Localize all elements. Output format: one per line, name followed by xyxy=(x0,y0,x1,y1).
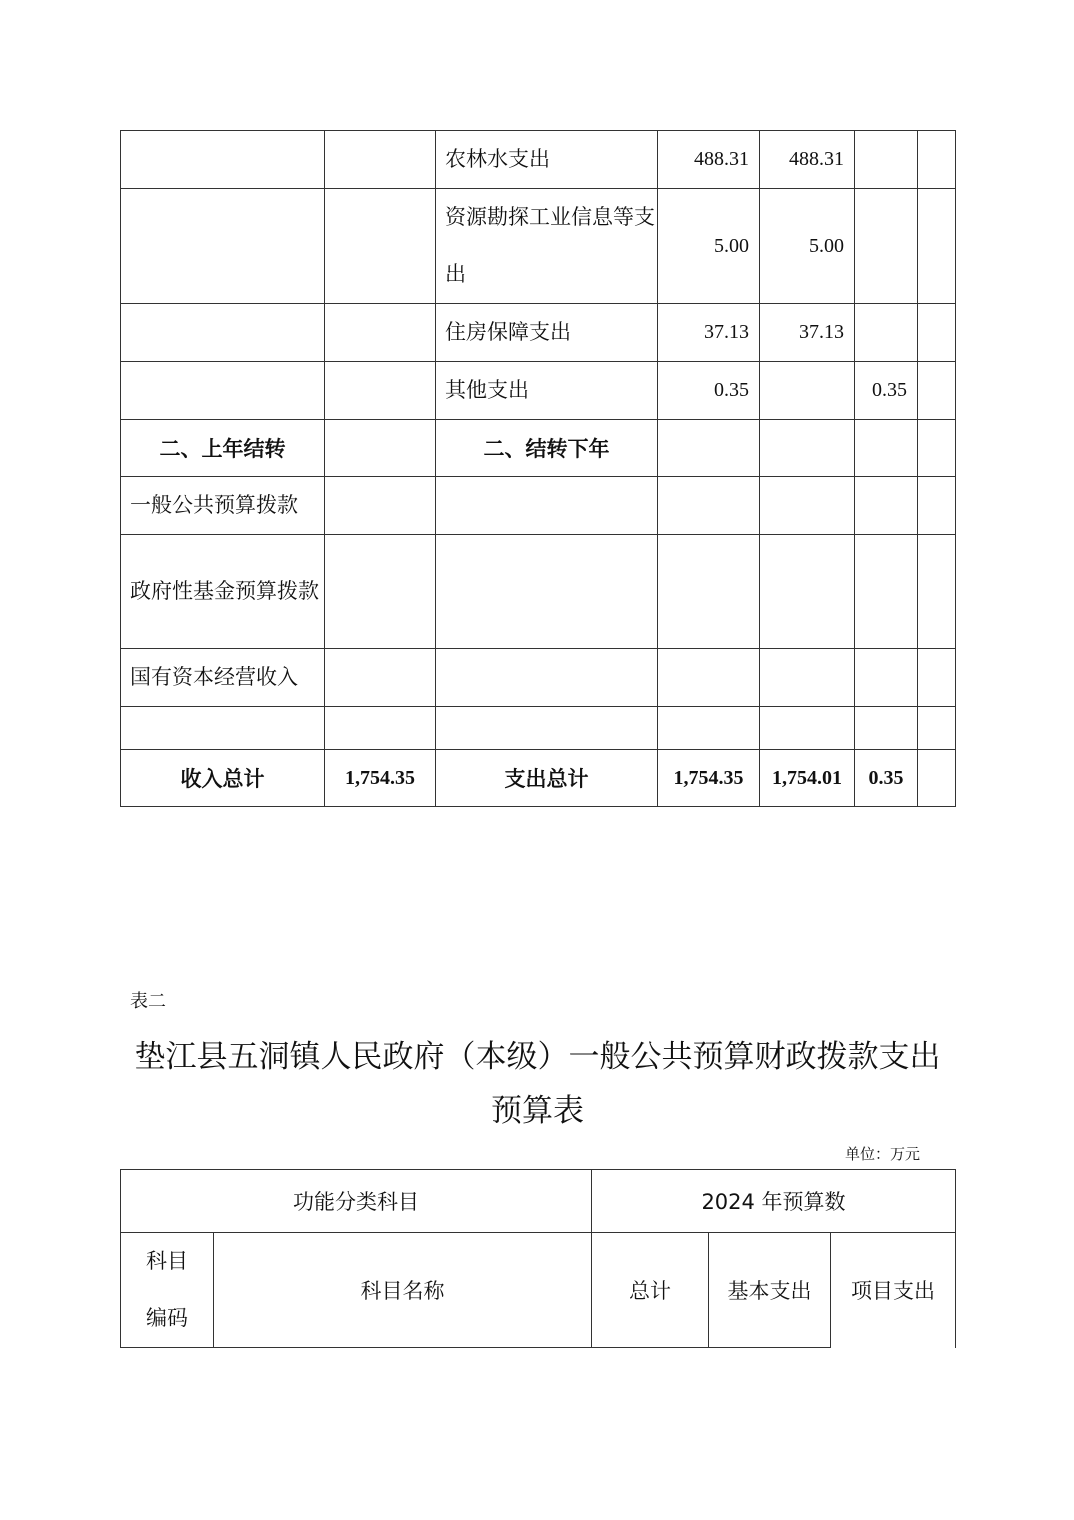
cell-project xyxy=(855,131,918,189)
income-expense-table xyxy=(120,130,956,807)
cell-income-item: 政府性基金预算拨款 xyxy=(121,535,325,649)
cell-project xyxy=(855,304,918,362)
cell-basic: 5.00 xyxy=(760,189,855,304)
cell-project xyxy=(855,189,918,304)
cell xyxy=(436,535,658,649)
cell xyxy=(658,707,760,750)
header-name: 科目名称 xyxy=(214,1233,592,1348)
table-row xyxy=(121,131,956,189)
cell xyxy=(760,707,855,750)
table-row xyxy=(121,189,956,304)
cell xyxy=(325,535,436,649)
cell xyxy=(918,189,956,304)
cell xyxy=(918,750,956,807)
cell-expense-item: 其他支出 xyxy=(436,362,658,420)
cell-section-header: 二、上年结转 xyxy=(121,420,325,477)
cell xyxy=(121,362,325,420)
cell-total: 37.13 xyxy=(658,304,760,362)
cell xyxy=(436,477,658,535)
header-total: 总计 xyxy=(592,1233,709,1348)
header-basic: 基本支出 xyxy=(709,1233,831,1348)
cell xyxy=(325,131,436,189)
cell-income-item: 一般公共预算拨款 xyxy=(121,477,325,535)
income-total-value: 1,754.35 xyxy=(325,750,436,807)
income-total-label: 收入总计 xyxy=(121,750,325,807)
cell xyxy=(658,420,760,477)
cell xyxy=(855,477,918,535)
table-row xyxy=(121,362,956,420)
cell xyxy=(918,362,956,420)
cell-basic: 37.13 xyxy=(760,304,855,362)
table-row xyxy=(121,707,956,750)
table-row xyxy=(121,535,956,649)
cell-project: 0.35 xyxy=(855,362,918,420)
cell xyxy=(918,304,956,362)
cell xyxy=(325,649,436,707)
cell xyxy=(325,707,436,750)
cell xyxy=(918,707,956,750)
cell-basic: 488.31 xyxy=(760,131,855,189)
cell xyxy=(918,649,956,707)
cell xyxy=(855,535,918,649)
cell-expense-item: 住房保障支出 xyxy=(436,304,658,362)
cell xyxy=(121,189,325,304)
cell xyxy=(760,420,855,477)
cell xyxy=(436,649,658,707)
cell xyxy=(855,707,918,750)
cell xyxy=(855,420,918,477)
cell xyxy=(760,535,855,649)
cell xyxy=(121,707,325,750)
cell-basic xyxy=(760,362,855,420)
cell-total: 5.00 xyxy=(658,189,760,304)
total-row xyxy=(121,750,956,807)
cell xyxy=(325,189,436,304)
basic-total-value: 1,754.01 xyxy=(760,750,855,807)
header-budget: 2024 年预算数 xyxy=(592,1170,956,1233)
cell xyxy=(325,477,436,535)
table-header-row xyxy=(121,1170,956,1233)
cell xyxy=(121,131,325,189)
cell xyxy=(760,477,855,535)
table-label: 表二 xyxy=(130,991,166,1012)
cell xyxy=(918,477,956,535)
cell-total: 0.35 xyxy=(658,362,760,420)
cell xyxy=(658,649,760,707)
cell-section-header: 二、结转下年 xyxy=(436,420,658,477)
cell xyxy=(918,420,956,477)
cell xyxy=(658,535,760,649)
cell-income-item: 国有资本经营收入 xyxy=(121,649,325,707)
table-row xyxy=(121,420,956,477)
table-row xyxy=(121,304,956,362)
cell xyxy=(658,477,760,535)
cell xyxy=(325,304,436,362)
expense-total-value: 1,754.35 xyxy=(658,750,760,807)
budget-table xyxy=(120,1169,956,1348)
cell xyxy=(918,535,956,649)
cell xyxy=(121,304,325,362)
page-title: 垫江县五洞镇人民政府（本级）一般公共预算财政拨款支出预算表 xyxy=(134,1039,941,1129)
cell-expense-item: 农林水支出 xyxy=(436,131,658,189)
expense-total-label: 支出总计 xyxy=(436,750,658,807)
cell xyxy=(436,707,658,750)
table-row xyxy=(121,649,956,707)
cell xyxy=(325,420,436,477)
project-total-value: 0.35 xyxy=(855,750,918,807)
header-code: 科目编码 xyxy=(121,1233,214,1348)
table-header-row xyxy=(121,1233,956,1348)
cell xyxy=(760,649,855,707)
unit-label: 单位：万元 xyxy=(844,1145,920,1163)
header-project: 项目支出 xyxy=(831,1233,956,1348)
header-category: 功能分类科目 xyxy=(121,1170,592,1233)
cell-expense-item: 资源勘探工业信息等支出 xyxy=(436,189,658,304)
cell xyxy=(325,362,436,420)
cell xyxy=(918,131,956,189)
cell xyxy=(855,649,918,707)
cell-total: 488.31 xyxy=(658,131,760,189)
table-row xyxy=(121,477,956,535)
